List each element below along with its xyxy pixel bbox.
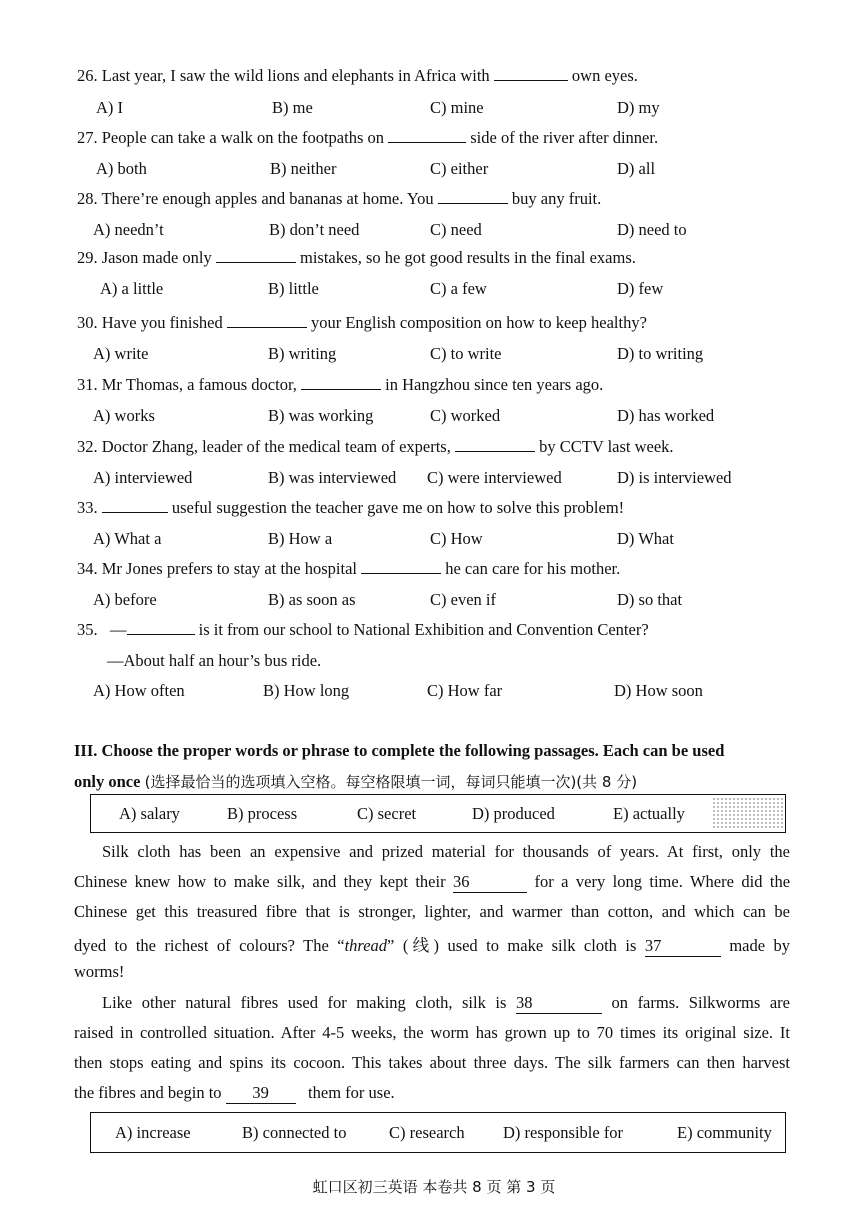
blank-39: 39 xyxy=(226,1083,296,1104)
option-d: D) is interviewed xyxy=(617,468,732,487)
passage-line: Like other natural fibres used for making cloth, silk is 38 on farms. Silkworms are xyxy=(102,993,791,1012)
option-a: A) both xyxy=(96,159,147,178)
question-29: 29. Jason made only mistakes, so he got good results in the final exams. xyxy=(77,248,636,267)
passage-line: Silk cloth has been an expensive and prized material for thousands of years. At first, only the xyxy=(102,842,790,861)
option-d: D) What xyxy=(617,529,674,548)
option-a: A) What a xyxy=(93,529,162,548)
option-d: D) all xyxy=(617,159,656,178)
blank-37: 37 xyxy=(645,936,721,957)
word-bank-box xyxy=(90,1112,786,1153)
option-c: C) How far xyxy=(427,681,503,700)
passage-line: worms! xyxy=(74,962,125,981)
answer-blank xyxy=(216,248,296,263)
option-a: A) How often xyxy=(93,681,185,700)
word-option: B) process xyxy=(227,803,298,823)
question-35-response: —About half an hour’s bus ride. xyxy=(107,651,322,670)
word-option: A) salary xyxy=(119,803,180,823)
question-35: 35. — is it from our school to National Exhibition and Convention Center? xyxy=(77,620,649,639)
option-c: C) need xyxy=(430,220,482,239)
word-option: D) produced xyxy=(472,803,555,823)
option-b: B) writing xyxy=(268,344,337,363)
word-option: E) actually xyxy=(613,803,685,823)
question-30: 30. Have you finished your English composition on how to keep healthy? xyxy=(77,313,647,332)
blank-36: 36 xyxy=(453,872,527,893)
option-a: A) a little xyxy=(100,279,164,298)
option-a: A) before xyxy=(93,590,157,609)
option-a: A) needn’t xyxy=(93,220,164,239)
question-32: 32. Doctor Zhang, leader of the medical team of experts, by CCTV last week. xyxy=(77,437,674,456)
option-d: D) few xyxy=(617,279,664,298)
option-b: B) neither xyxy=(270,159,337,178)
section-heading: III. Choose the proper words or phrase to complete the following passages. Each can be used xyxy=(74,741,725,760)
question-31: 31. Mr Thomas, a famous doctor, in Hangzhou since ten years ago. xyxy=(77,375,604,394)
option-d: D) has worked xyxy=(617,406,715,425)
word-option: C) research xyxy=(389,1122,465,1142)
option-a: A) I xyxy=(96,98,124,117)
question-27: 27. People can take a walk on the footpaths on side of the river after dinner. xyxy=(77,128,659,147)
passage-line: raised in controlled situation. After 4-5 weeks, the worm has grown up to 70 times its original size. It xyxy=(74,1023,790,1042)
option-c: C) even if xyxy=(430,590,496,609)
question-26: 26. Last year, I saw the wild lions and elephants in Africa with own eyes. xyxy=(77,66,638,85)
blank-38: 38 xyxy=(516,993,602,1014)
word-bank-box xyxy=(90,794,786,833)
answer-blank xyxy=(227,313,307,328)
option-c: C) were interviewed xyxy=(427,468,562,487)
option-c: C) to write xyxy=(430,344,502,363)
question-28: 28. There’re enough apples and bananas at home. You buy any fruit. xyxy=(77,189,602,208)
option-d: D) need to xyxy=(617,220,687,239)
passage-line: then stops eating and spins its cocoon. This takes about three days. The silk farmers can then harvest xyxy=(74,1053,790,1072)
option-c: C) worked xyxy=(430,406,501,425)
option-d: D) so that xyxy=(617,590,683,609)
scan-smudge xyxy=(712,797,784,829)
option-c: C) How xyxy=(430,529,483,548)
question-33: 33. useful suggestion the teacher gave me on how to solve this problem! xyxy=(77,498,625,517)
option-b: B) was interviewed xyxy=(268,468,397,487)
option-b: B) don’t need xyxy=(269,220,360,239)
page-footer: 虹口区初三英语 本卷共 8 页 第 3 页 xyxy=(312,1178,556,1196)
option-b: B) little xyxy=(268,279,319,298)
option-a: A) write xyxy=(93,344,149,363)
word-option: B) connected to xyxy=(242,1122,347,1142)
option-c: C) a few xyxy=(430,279,487,298)
answer-blank xyxy=(102,498,168,513)
option-a: A) works xyxy=(93,406,155,425)
question-34: 34. Mr Jones prefers to stay at the hospital he can care for his mother. xyxy=(77,559,621,578)
answer-blank xyxy=(388,128,466,143)
passage-line: dyed to the richest of colours? The “thread” (线) used to make silk cloth is 37 made by xyxy=(74,936,791,955)
option-b: B) me xyxy=(272,98,313,117)
answer-blank xyxy=(494,66,568,81)
option-c: C) mine xyxy=(430,98,484,117)
word-option: E) community xyxy=(677,1122,772,1142)
answer-blank xyxy=(438,189,508,204)
word-option: D) responsible for xyxy=(503,1122,624,1142)
option-d: D) my xyxy=(617,98,660,117)
passage-line: the fibres and begin to 39 them for use. xyxy=(74,1083,395,1102)
option-b: B) as soon as xyxy=(268,590,356,609)
option-d: D) to writing xyxy=(617,344,704,363)
word-option: C) secret xyxy=(357,803,417,823)
option-b: B) How a xyxy=(268,529,333,548)
option-a: A) interviewed xyxy=(93,468,193,487)
answer-blank xyxy=(127,620,195,635)
answer-blank xyxy=(301,375,381,390)
option-d: D) How soon xyxy=(614,681,703,700)
passage-line: Chinese get this treasured fibre that is stronger, lighter, and warmer than cotton, and which can be xyxy=(74,902,790,921)
answer-blank xyxy=(361,559,441,574)
word-option: A) increase xyxy=(115,1122,191,1142)
option-c: C) either xyxy=(430,159,489,178)
answer-blank xyxy=(455,437,535,452)
option-b: B) was working xyxy=(268,406,374,425)
passage-line: Chinese knew how to make silk, and they kept their 36 for a very long time. Where did the xyxy=(74,872,791,891)
section-instruction: only once (选择最恰当的选项填入空格。每空格限填一词，每词只能填一次)(共 8 分) xyxy=(74,772,638,791)
option-b: B) How long xyxy=(263,681,350,700)
